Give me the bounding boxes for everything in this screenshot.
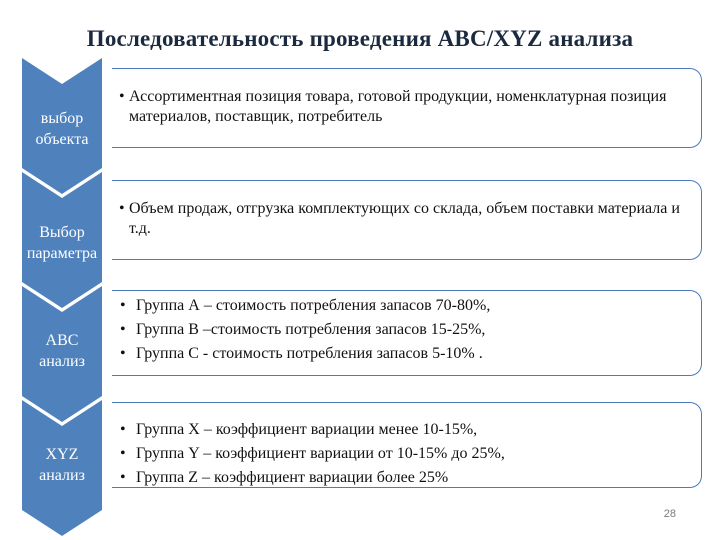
bullet-list [120, 87, 689, 127]
step-label-object: выбор объекта [35, 110, 89, 148]
step-label-xyz: XYZ анализ [39, 446, 85, 484]
bullet-list [120, 418, 689, 490]
step-card-object [112, 68, 702, 148]
bullet-item: • Группа А – стоимость потребления запасов 70-80%, [120, 294, 689, 318]
bullet-item: • Группа Y – коэффициент вариации от 10-15% до 25%, [120, 442, 689, 466]
step-label-parameter: Выбор параметра [26, 224, 98, 262]
bullet-item: • Группа В –стоимость потребления запасов 15-25%, [120, 318, 689, 342]
page-title: Последовательность проведения ABC/XYZ анализа [86, 26, 634, 51]
bullet-item: • Группа X – коэффициент вариации менее 10-15%, [120, 418, 689, 442]
page-number: 28 [663, 508, 676, 520]
step-card-abc [112, 290, 702, 376]
bullet-item: • Ассортиментная позиция товара, готовой продукции, номенклатурная позиция материалов, поставщик, потребитель [120, 87, 689, 127]
bullet-item: • Объем продаж, отгрузка комплектующих со склада, объем поставки материала и т.д. [120, 199, 689, 239]
bullet-list [120, 199, 689, 239]
step-card-xyz [112, 402, 702, 488]
bullet-item: • Группа С - стоимость потребления запасов 5-10% . [120, 342, 689, 366]
step-card-parameter [112, 180, 702, 260]
bullet-item: • Группа Z – коэффициент вариации более 25% [120, 466, 689, 490]
step-label-abc: ABC анализ [39, 332, 85, 370]
bullet-list [120, 294, 689, 366]
